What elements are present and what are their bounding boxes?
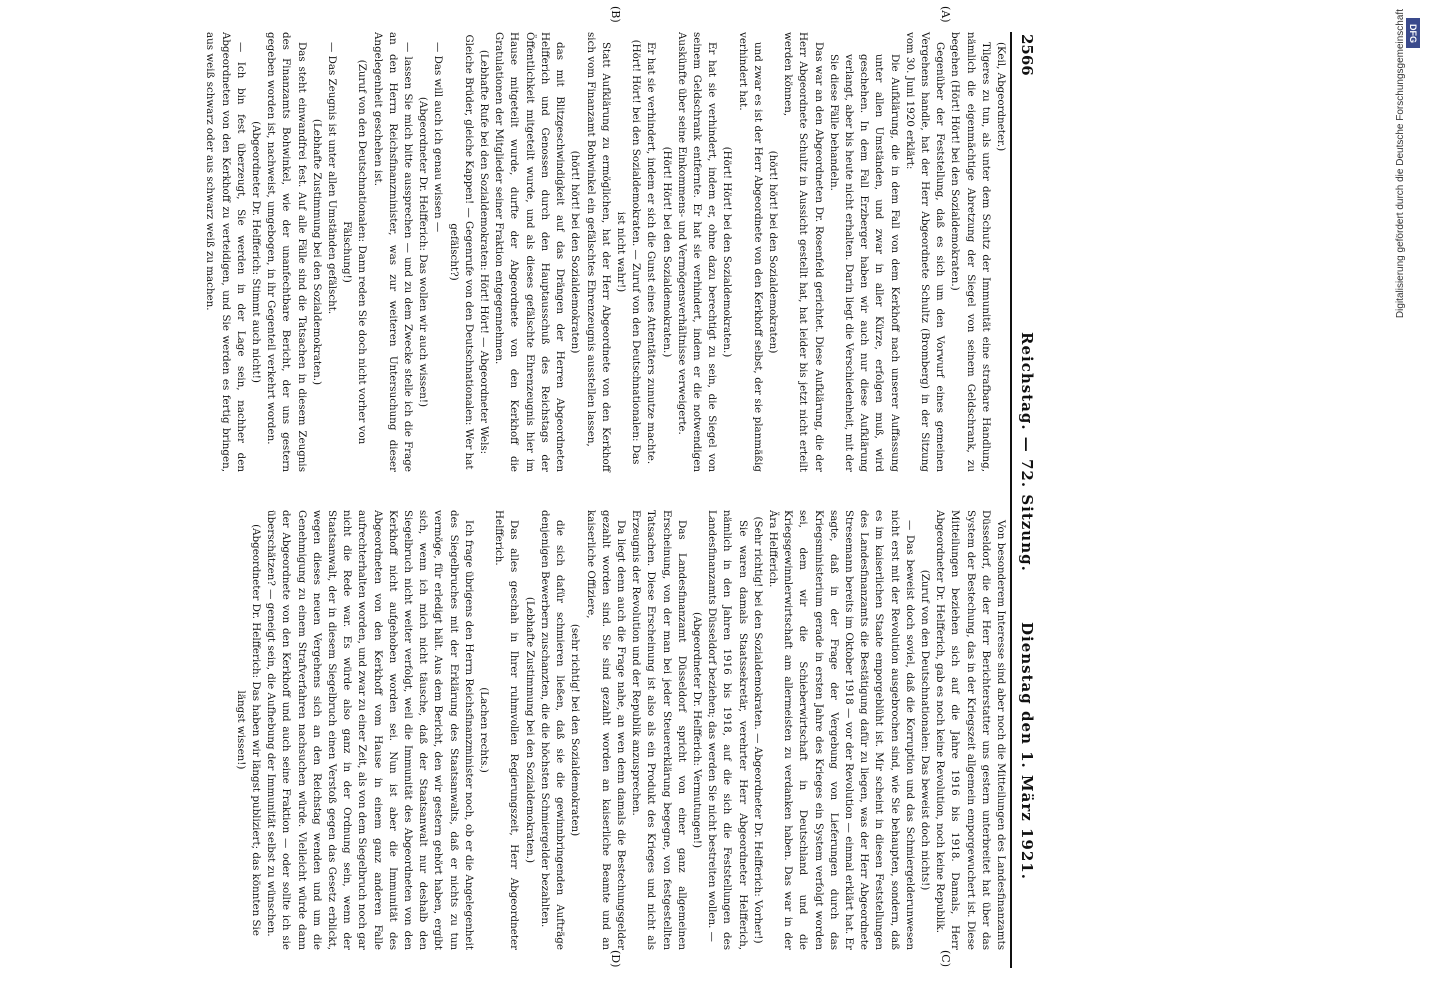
interjection: (Hört! Hört! bei den Sozialdemokraten.) [721, 146, 734, 358]
interjection: (Zuruf von den Deutschnationalen: Das beweist doch nichts!) [918, 569, 931, 891]
paragraph: Das alles geschah in Ihrer ruhmvollen Regierungszeit, Herr Abgeordneter Helfferich. [493, 510, 521, 950]
paragraph: Gegenüber der Feststellung, daß es sich um den Vorwurf eines gemeinen Vergehens handle, hat der Herr Abgeordnete Schultz (Bromberg) in der Sitzung vom 30. Juni 1920 erklärt: [903, 32, 947, 472]
interjection: (Abgeordneter Dr. Helfferich: Stimmt auch nicht!) [250, 121, 263, 383]
left-column [204, 32, 1008, 472]
paragraph: Das Landesfinanzamt Düsseldorf spricht von einer ganz allgemeinen Erscheinung, von der man bei jeder Steuererklärung begegne, von festgestellten Tatsachen. Diese Erscheinung ist also als ein Produkt des Krieges und nicht als Erzeugnis der Revolution und der Republik anzusprechen. [630, 510, 688, 950]
interjection: (hört! hört! bei den Sozialdemokraten) [766, 150, 779, 354]
interjection: (Zuruf von den Deutschnationalen: Dann reden Sie doch nicht vorher von Fälschung!) [341, 59, 369, 445]
interjection: (Lebhafte Zustimmung bei den Sozialdemokraten.) [523, 596, 536, 864]
interjection: (Hört! Hört! bei den Sozialdemokraten. — Zuruf von den Deutschnationalen: Das ist nicht wahr!) [614, 39, 643, 465]
digitization-note [1394, 10, 1434, 990]
header-left-title: Reichstag. — 72. Sitzung. [1018, 332, 1036, 572]
margin-marker-b: (B) [609, 6, 622, 23]
interjection: (Abgeordneter Dr. Helfferich: Das wollen wir auch wissen!) [417, 96, 430, 408]
margin-marker-a: (A) [939, 6, 952, 23]
paragraph: (Keil, Abgeordneter.) [995, 42, 1007, 152]
paragraph: Statt Aufklärung zu ermöglichen, hat der Herr Abgeordnete von den Kerkhoff sich vom Finanzamt Bohwinkel ein gefälschtes Ehrenzeugnis ausstellen lassen, [584, 32, 612, 472]
paragraph: die sich dafür schmieren ließen, daß sie die gewinnbringenden Aufträge denjenigen Bewerbern zuschanzten, die die höchsten Schmiergelder bezahlten. [538, 510, 567, 950]
paragraph: Er hat sie verhindert, indem er sich die Gunst eines Attentäters zunutze machte. [645, 42, 658, 465]
paragraph: Das war an den Abgeordneten Dr. Rosenfeld gerichtet. Diese Aufklärung, die der Herr Abgeordnete Schultz in Aussicht gestellt hat, hat leider bis jetzt nicht erteilt werden können, [782, 32, 825, 472]
interjection: (Abgeordneter Dr. Helfferich: Das haben wir längst publiziert; das könnten Sie längst wissen!) [234, 524, 263, 936]
paragraph: Tilgeres zu tun, als unter dem Schutz der Immunität eine strafbare Handlung, nämlich die eigenmächtige Abretzung der Siegel von seinem Geldschrank, zu begehen (Hört! Hört! bei den Sozialdemokraten.) [949, 32, 992, 472]
interjection: (Lachen rechts.) [478, 687, 491, 773]
paragraph: — Ich bin fest überzeugt, Sie werden in der Lage sein, nachher den Abgeordneten von den Kerkhoff zu verteidigen, und Sie werden es fertig bringen, aus weiß schwarz oder aus schwarz weiß zu machen. [204, 32, 247, 472]
paragraph: — Das Zeugnis ist unter allen Umständen gefälscht. [326, 42, 339, 315]
paragraph: Er hat sie verhindert, indem er, ohne dazu berechtigt zu sein, die Siegel von seinem Geldschrank entfernte. Er hat sie verhindert, indem er die notwendigen Auskünfte über seine Einkommens- und Vermögensverhältnisse verweigerte. [675, 32, 719, 472]
page-number: 2566 [1018, 34, 1036, 76]
page-header [1010, 32, 1042, 968]
paragraph: und zwar es ist der Herr Abgeordnete von den Kerkhoff selbst, der sie planmäßig verhindert hat. [736, 32, 764, 472]
paragraph: — lassen Sie mich bitte aussprechen — und zu dem Zwecke stelle ich die Frage an den Herrn Reichsfinanzminister, was zur weiteren Untersuchung dieser Angelegenheit geschehen ist. [371, 32, 415, 472]
interjection: (Lebhafte Zustimmung bei den Sozialdemokraten.) [310, 118, 323, 386]
paragraph: Die Aufklärung, die in dem Fall von dem Kerkhoff nach unserer Auffassung unter allen Umständen, und zwar in aller Kürze, erfolgen muß, wird geschehen. In dem Fall Erzberger haben wir auch nur diese Aufklärung verlangt, aber bis heute nicht erhalten. Darin liegt die Verschiedenheit, mit der Sie diese Fälle behandeln. [827, 54, 901, 472]
paragraph: — Das will auch ich genau wissen — [432, 42, 445, 233]
digitization-text: Digitalisierung gefördert durch die Deutsche Forschungsgemeinschaft [1395, 9, 1406, 319]
paragraph: Von besonderem Interesse sind aber noch die Mitteilungen des Landesfinanzamts Düsseldorf, die der Herr Berichterstatter uns gestern unterbreitet hat über das System der Bestechung, das in der Kriegszeit allgemein emporgewuchert ist. Diese Mitteilungen beziehen sich auf die Jahre 1916 bis 1918. Damals, Herr Abgeordneter Dr. Helfferich, gab es noch keine Revolution, noch keine Republik. [934, 510, 1007, 950]
right-column [234, 510, 1008, 950]
margin-marker-c: (C) [939, 950, 952, 967]
interjection: (Sehr richtig! bei den Sozialdemokraten. — Abgeordneter Dr. Helfferich: Vorher!) [751, 516, 764, 944]
paragraph: — Das beweist doch soviel, daß die Korruption und das Schmiergelderunwesen nicht erst mit der Revolution ausgebrochen sind, wie Sie behaupten, sondern, daß es im kaiserlichen Staate emporgeblüht ist. Mir scheint in diesen Feststellungen des Landesfinanzamts die Bestätigung dafür zu liegen, was der Herr Abgeordnete Stresemann bereits im Oktober 1918 — vor der Revolution — einmal erklärt hat. Er sagte, daß in der Frage der Vergebung von Lieferungen durch das Kriegsministerium gerade in ersten Jahre des Krieges ein System verfolgt worden sei, dem wir die Schieberwirtschaft in Deutschland und die Kriegsgewinnlerwirtschaft am allermeisten zu verdanken haben. Das war in der Ära Helfferich. [766, 510, 916, 950]
margin-marker-d: (D) [609, 950, 622, 968]
interjection: (Hört! Hört! bei den Sozialdemokraten.) [660, 146, 673, 358]
paragraph: Sie waren damals Staatssekretär, verehrter Herr Abgeordneter Helfferich, nämlich in den Jahren 1916 bis 1918, auf die sich die Feststellungen des Landesfinanzamts Düsseldorf beziehen; das werden Sie nicht bestreiten wollen. — [706, 510, 749, 950]
paragraph: Da liegt denn auch die Frage nahe, an wen denn damals die Bestechungsgelder gezahlt worden sind. Sie sind gezahlt worden an kaiserliche Beamte und an kaiserliche Offiziere, [584, 510, 627, 950]
interjection: (Lebhafte Rufe bei den Sozialdemokraten: Hört! Hört! — Abgeordneter Wels: Gleiche Brüder, gleiche Kappen! — Gegenrufe von den Deutschnationalen: Wer hat gefälscht?) [447, 34, 491, 470]
interjection: (Abgeordneter Dr. Helfferich: Vermutungen!) [690, 611, 703, 849]
paragraph: Ich frage übrigens den Herrn Reichsfinanzminister noch, ob er die Angelegenheit des Siegelbruches mit der Erklärung des Staatsanwalts, daß er nichts zu tun vermöge, für erledigt hält. Aus dem Bericht, den wir gestern gehört haben, ergibt sich, wenn ich mich nicht täusche, daß der Staatsanwalt nur deshalb den Siegelbruch nicht weiter verfolgt, weil die Immunität des Abgeordneten von den Kerkhoff nicht aufgehoben worden sei. Nun ist aber die Immunität des Abgeordneten von den Kerkhoff vom Hause in einem ganz anderen Falle aufrechterhalten worden, und zwar zu einer Zeit, als von dem Siegelbruch noch gar nicht die Rede war. Es würde also ganz in der Ordnung sein, wenn der Staatsanwalt, der in diesem Siegelbruch einen Verstoß gegen das Gesetz erblickt, wegen dieses neuen Vergehens sich an den Reichstag wenden und um die Genehmigung zu einem Strafverfahren nachsuchen würde. Vielleicht würde dann der Abgeordnete von den Kerkhoff und auch seine Fraktion — oder sollte ich sie überschätzen? — geneigt sein, die Aufhebung der Immunität selbst zu wünschen. [265, 510, 475, 950]
dfg-logo: DFG [1406, 18, 1420, 48]
header-right-title: Dienstag den 1. März 1921. [1018, 622, 1036, 880]
interjection: (sehr richtig! bei den Sozialdemokraten) [569, 623, 582, 837]
rotated-page [204, 6, 1042, 968]
paragraph: das mit Blitzgeschwindigkeit auf das Drängen der Herren Abgeordneten Helfferich und Genossen durch den Hauptausschuß des Reichstags der Öffentlichkeit mitgeteilt wurde, und als dieses gefälschte Ehrenzeugnis hier im Hause mitgeteilt wurde, durfte der Abgeordnete von den Kerkhoff die Gratulationen der Mitglieder seiner Fraktion entgegennehmen. [493, 32, 567, 472]
interjection: (hört! hört! bei den Sozialdemokraten) [569, 150, 582, 354]
paragraph: Das steht einwandfrei fest. Auf alle Fälle sind die Tatsachen in diesem Zeugnis des Finanzamts Bohwinkel, wie der unanfechtbare Bericht, der uns gestern gegeben worden ist, nachweist, umgebogen, in ihr Gegenteil verkehrt worden. [265, 32, 308, 472]
